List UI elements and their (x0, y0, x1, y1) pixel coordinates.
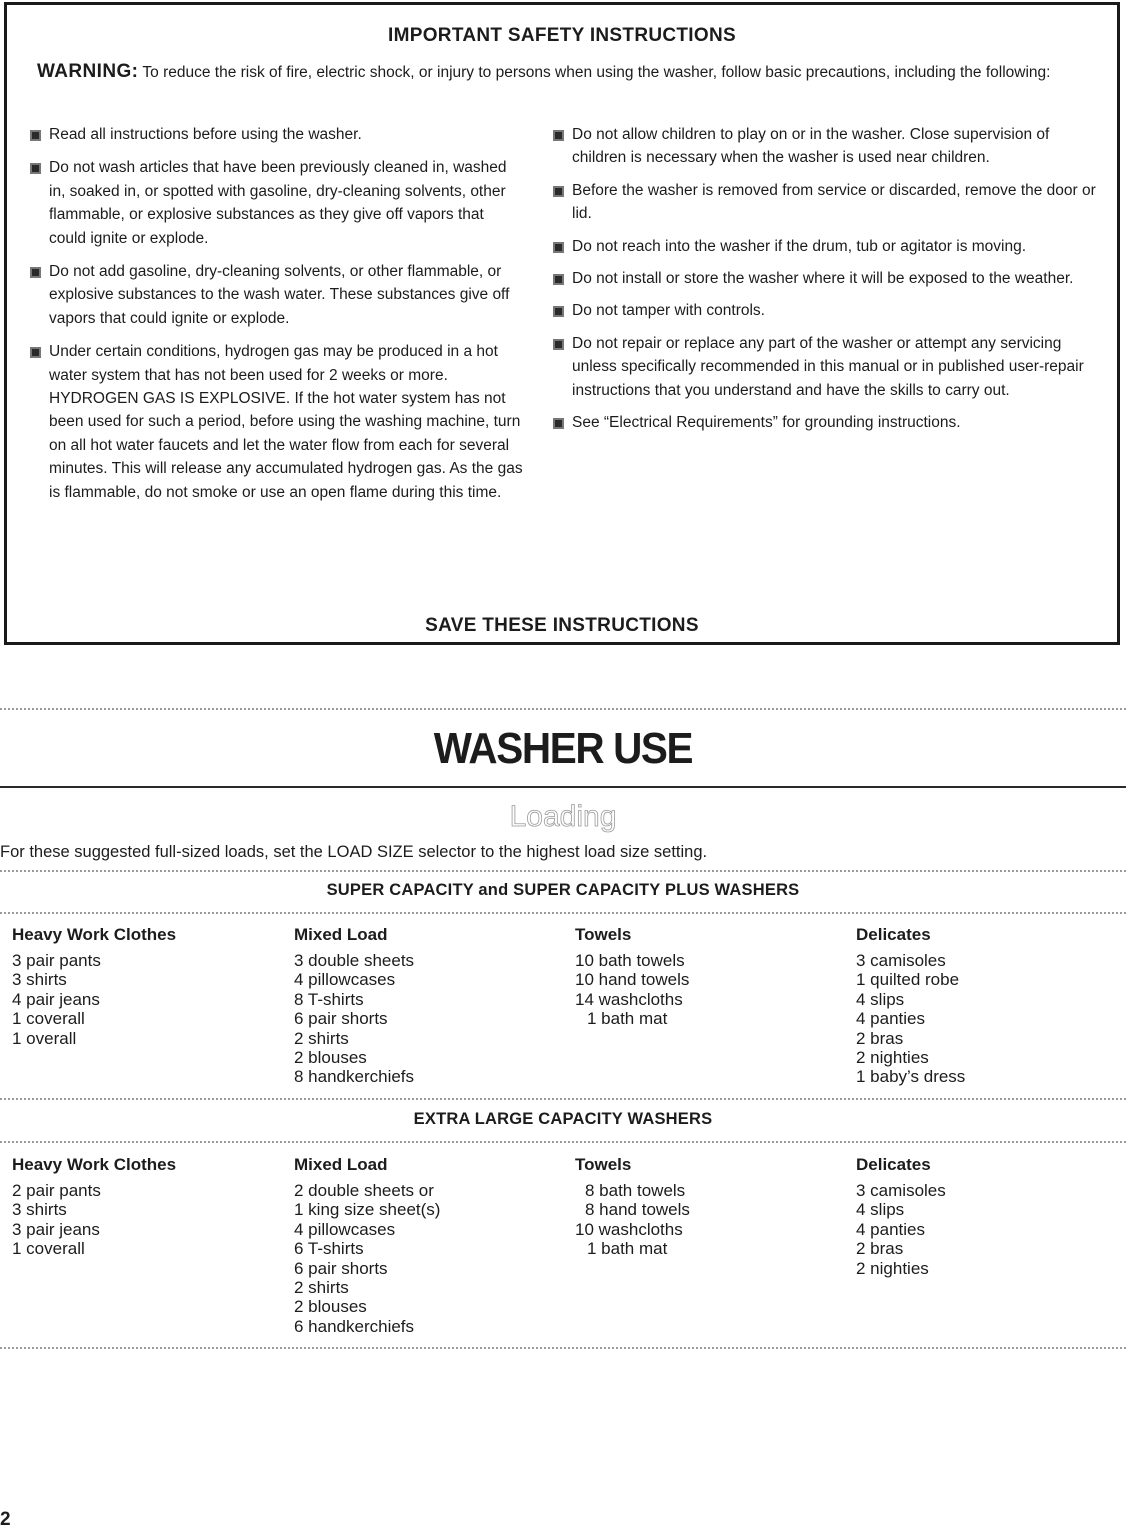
list-item: 8 bath towels (585, 1181, 686, 1200)
loading-intro: For these suggested full-sized loads, set the LOAD SIZE selector to the highest load size setting. (0, 843, 708, 861)
section-title: WASHER USE (433, 724, 693, 773)
list-item: 10 bath towels (575, 951, 685, 970)
list-item: 2 nighties (856, 1258, 929, 1278)
load-column (575, 925, 689, 1029)
bullet-square-icon (553, 418, 564, 429)
column-header: Delicates (856, 1155, 931, 1174)
list-item: 3 double sheets (294, 951, 415, 970)
subsection-title: Loading (509, 800, 617, 833)
safety-bullet: Do not install or store the washer where it will be exposed to the weather. (552, 267, 1100, 290)
list-item: 6 pair shorts (294, 1258, 388, 1278)
list-item: 3 camisoles (856, 951, 946, 970)
bullet-square-icon (553, 339, 564, 350)
list-item: 4 slips (856, 989, 905, 1009)
load-column (12, 1155, 176, 1259)
list-item: 14 washcloths (575, 989, 683, 1009)
safety-title: IMPORTANT SAFETY INSTRUCTIONS (388, 25, 736, 46)
list-item: 2 shirts (294, 1278, 349, 1298)
divider (0, 1347, 1126, 1349)
warning-paragraph (37, 61, 1077, 84)
safety-bullet: Under certain conditions, hydrogen gas may be produced in a hot water system that has not been used for 2 weeks or more. HYDROGEN GAS IS EXPLOSIVE. If the hot water system has not been used for such a period, before using the washing machine, turn on all hot water faucets and let the water flow from each for several minutes. This will release any accumulated hydrogen gas. As the gas is flammable, do not smoke or use an open flame during this time. (29, 340, 524, 504)
load-column (856, 1155, 946, 1278)
load-column (12, 925, 176, 1048)
safety-right-column (552, 123, 1100, 443)
list-item: 2 nighties (856, 1048, 929, 1068)
list-item: 1 coverall (12, 1239, 85, 1259)
divider (0, 708, 1126, 710)
bullet-square-icon (30, 163, 41, 174)
bullet-square-icon (30, 347, 41, 358)
list-item: 10 washcloths (575, 1219, 683, 1239)
list-item: 1 king size sheet(s) (294, 1200, 441, 1220)
list-item: 3 shirts (12, 970, 67, 990)
column-header: Mixed Load (294, 1155, 388, 1174)
list-item: 8 hand towels (585, 1200, 690, 1220)
load-column (294, 925, 414, 1087)
column-header: Towels (575, 1155, 632, 1174)
list-item: 2 blouses (294, 1048, 367, 1068)
list-item: 1 coverall (12, 1009, 85, 1029)
list-item: 4 pillowcases (294, 970, 396, 990)
list-item: 4 panties (856, 1219, 925, 1239)
list-item: 2 bras (856, 1028, 904, 1048)
divider (0, 870, 1126, 872)
load-column (856, 925, 965, 1087)
list-item: 6 handkerchiefs (294, 1316, 415, 1336)
divider (0, 1141, 1126, 1143)
column-header: Heavy Work Clothes (12, 925, 177, 944)
safety-bullet: Do not repair or replace any part of the washer or attempt any servicing unless specifically recommended in this manual or in published user-repair instructions that you understand and have the skills to carry out. (552, 332, 1100, 402)
load-column (294, 1155, 440, 1336)
super-capacity-heading: SUPER CAPACITY and SUPER CAPACITY PLUS WASHERS (326, 881, 800, 899)
list-item: 2 shirts (294, 1028, 349, 1048)
safety-instructions-box (4, 2, 1120, 645)
divider (0, 786, 1126, 788)
list-item: 1 baby’s dress (856, 1067, 966, 1087)
list-item: 8 T-shirts (294, 989, 364, 1009)
list-item: 4 pair jeans (12, 989, 100, 1009)
list-item: 6 pair shorts (294, 1009, 388, 1029)
column-header: Heavy Work Clothes (12, 1155, 177, 1174)
list-item: 4 panties (856, 1009, 925, 1029)
bullet-square-icon (553, 130, 564, 141)
bullet-square-icon (553, 242, 564, 253)
safety-bullet: Do not wash articles that have been previously cleaned in, washed in, soaked in, or spotted with gasoline, dry-cleaning solvents, other flammable, or explosive substances as they give off vapors that could ignite or explode. (29, 156, 524, 250)
list-item: 2 pair pants (12, 1181, 101, 1200)
list-item: 2 double sheets or (294, 1181, 434, 1200)
safety-bullet: Read all instructions before using the washer. (29, 123, 524, 146)
page-number: 2 (0, 1509, 11, 1530)
list-item: 3 camisoles (856, 1181, 946, 1200)
list-item: 1 overall (12, 1028, 77, 1048)
column-header: Towels (575, 925, 632, 944)
bullet-square-icon (30, 267, 41, 278)
bullet-square-icon (553, 306, 564, 317)
extra-large-capacity-heading: EXTRA LARGE CAPACITY WASHERS (413, 1110, 713, 1128)
list-item: 1 bath mat (587, 1239, 668, 1259)
load-column (575, 1155, 690, 1259)
safety-left-column (29, 123, 524, 514)
bullet-square-icon (553, 274, 564, 285)
list-item: 1 quilted robe (856, 970, 960, 990)
safety-bullet: Do not add gasoline, dry-cleaning solvents, or other flammable, or explosive substances to the wash water. These substances give off vapors that could ignite or explode. (29, 260, 524, 330)
list-item: 1 bath mat (587, 1009, 668, 1029)
list-item: 3 pair jeans (12, 1219, 100, 1239)
column-header: Mixed Load (294, 925, 388, 944)
safety-bullet: Before the washer is removed from service or discarded, remove the door or lid. (552, 179, 1100, 226)
list-item: 3 shirts (12, 1200, 67, 1220)
list-item: 3 pair pants (12, 951, 101, 970)
list-item: 4 slips (856, 1200, 905, 1220)
warning-text: To reduce the risk of fire, electric shock, or injury to persons when using the washer, follow basic precautions, including the following: (142, 64, 1051, 81)
safety-bullet: Do not allow children to play on or in the washer. Close supervision of children is necessary when the washer is used near children. (552, 123, 1100, 170)
divider (0, 912, 1126, 914)
warning-label: WARNING: (37, 61, 139, 82)
bullet-square-icon (553, 186, 564, 197)
safety-bullet: See “Electrical Requirements” for grounding instructions. (552, 411, 1100, 434)
safety-bullet: Do not tamper with controls. (552, 299, 1100, 322)
bullet-square-icon (30, 130, 41, 141)
save-instructions-heading: SAVE THESE INSTRUCTIONS (425, 615, 699, 636)
safety-bullet: Do not reach into the washer if the drum, tub or agitator is moving. (552, 235, 1100, 258)
list-item: 10 hand towels (575, 970, 690, 990)
list-item: 4 pillowcases (294, 1219, 396, 1239)
list-item: 6 T-shirts (294, 1239, 364, 1259)
list-item: 8 handkerchiefs (294, 1067, 415, 1087)
list-item: 2 bras (856, 1239, 904, 1259)
divider (0, 1098, 1126, 1100)
column-header: Delicates (856, 925, 931, 944)
list-item: 2 blouses (294, 1297, 367, 1317)
